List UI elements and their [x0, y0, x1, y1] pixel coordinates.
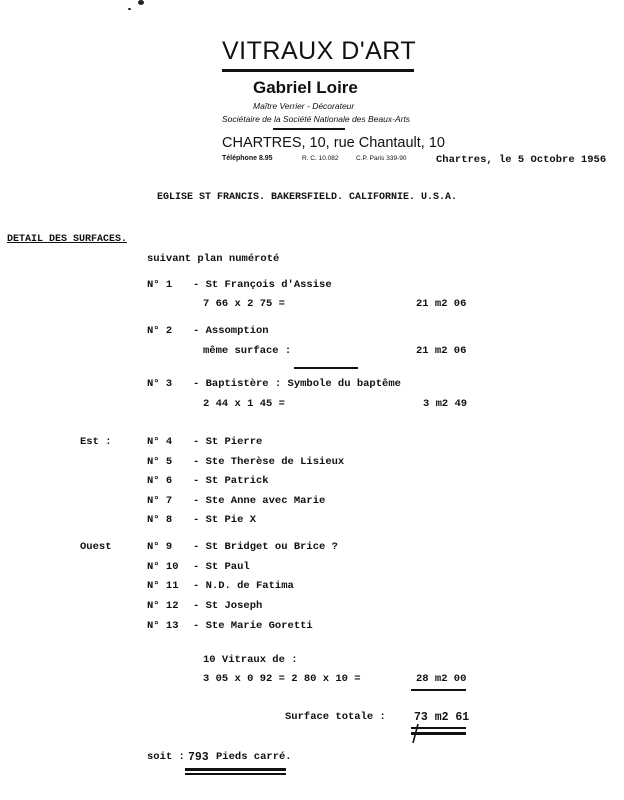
letterhead-rc: R. C. 10.082 [302, 155, 339, 162]
summary-underline-2 [185, 773, 286, 775]
letterhead-role: Maître Verrier - Décorateur [253, 101, 355, 111]
entry-area: 21 m2 06 [416, 345, 467, 357]
side-label-est: Est : [80, 436, 112, 448]
list-item-number: N° 12 [147, 600, 179, 612]
letterhead-rule [222, 69, 414, 72]
intro-text: suivant plan numéroté [147, 253, 280, 265]
date-line: Chartres, le 5 Octobre 1956 [436, 154, 607, 166]
entry-label: - Baptistère : Symbole du baptême [193, 378, 401, 390]
total-label: Surface totale : [285, 711, 386, 723]
list-item-label: - Ste Therèse de Lisieux [193, 456, 345, 468]
entry-calc: 7 66 x 2 75 = [203, 298, 285, 310]
list-item-label: - St Bridget ou Brice ? [193, 541, 338, 553]
total-value: 73 m2 61 [414, 711, 470, 724]
entry-number: N° 3 [147, 378, 173, 390]
list-item-label: - Ste Anne avec Marie [193, 495, 326, 507]
result-underline [411, 689, 466, 691]
entry-label: - Assomption [193, 325, 269, 337]
letterhead-telephone: Téléphone 8.95 [222, 155, 273, 162]
entry-area: 21 m2 06 [416, 298, 467, 310]
list-item-label: - N.D. de Fatima [193, 580, 294, 592]
list-item-label: - St Pie X [193, 514, 257, 526]
summary-feet-value: 793 [188, 751, 209, 764]
list-item-number: N° 9 [147, 541, 173, 553]
letterhead-name: Gabriel Loire [253, 78, 358, 97]
calc-formula: 3 05 x 0 92 = 2 80 x 10 = [203, 673, 361, 685]
summary-feet-unit: Pieds carré. [216, 751, 292, 763]
list-item-label: - St Patrick [193, 475, 269, 487]
pen-tick-mark [409, 722, 423, 746]
section-heading: DETAIL DES SURFACES. [7, 234, 128, 245]
divider-rule [294, 367, 358, 369]
list-item-number: N° 11 [147, 580, 179, 592]
list-item-number: N° 6 [147, 475, 173, 487]
letterhead-title: VITRAUX D'ART [222, 37, 417, 65]
entry-calc: 2 44 x 1 45 = [203, 398, 285, 410]
list-item-label: - St Joseph [193, 600, 263, 612]
entry-calc: même surface : [203, 345, 292, 357]
entry-area: 3 m2 49 [423, 398, 468, 410]
summary-underline [185, 768, 286, 771]
list-item-number: N° 5 [147, 456, 173, 468]
list-item-number: N° 4 [147, 436, 173, 448]
side-label-ouest: Ouest [80, 541, 112, 553]
list-item-number: N° 10 [147, 561, 179, 573]
ink-speck [138, 0, 144, 5]
letterhead-rule-short [273, 128, 345, 130]
ink-speck [128, 8, 131, 10]
list-item-number: N° 8 [147, 514, 173, 526]
list-item-label: - St Pierre [193, 436, 263, 448]
list-item-number: N° 7 [147, 495, 173, 507]
letterhead-address: CHARTRES, 10, rue Chantault, 10 [222, 135, 445, 151]
list-item-number: N° 13 [147, 620, 179, 632]
calc-result: 28 m2 00 [416, 673, 467, 685]
entry-label: - St François d'Assise [193, 279, 332, 291]
list-item-label: - Ste Marie Goretti [193, 620, 313, 632]
calc-heading: 10 Vitraux de : [203, 654, 298, 666]
summary-prefix: soit : [147, 751, 185, 763]
letterhead-cp: C.P. Paris 339-90 [356, 155, 407, 162]
list-item-label: - St Paul [193, 561, 250, 573]
subject-line: EGLISE ST FRANCIS. BAKERSFIELD. CALIFORNIE. U.S.A. [157, 192, 458, 203]
entry-number: N° 2 [147, 325, 173, 337]
letterhead-society: Sociétaire de la Société Nationale des Beaux-Arts [222, 114, 411, 124]
entry-number: N° 1 [147, 279, 173, 291]
